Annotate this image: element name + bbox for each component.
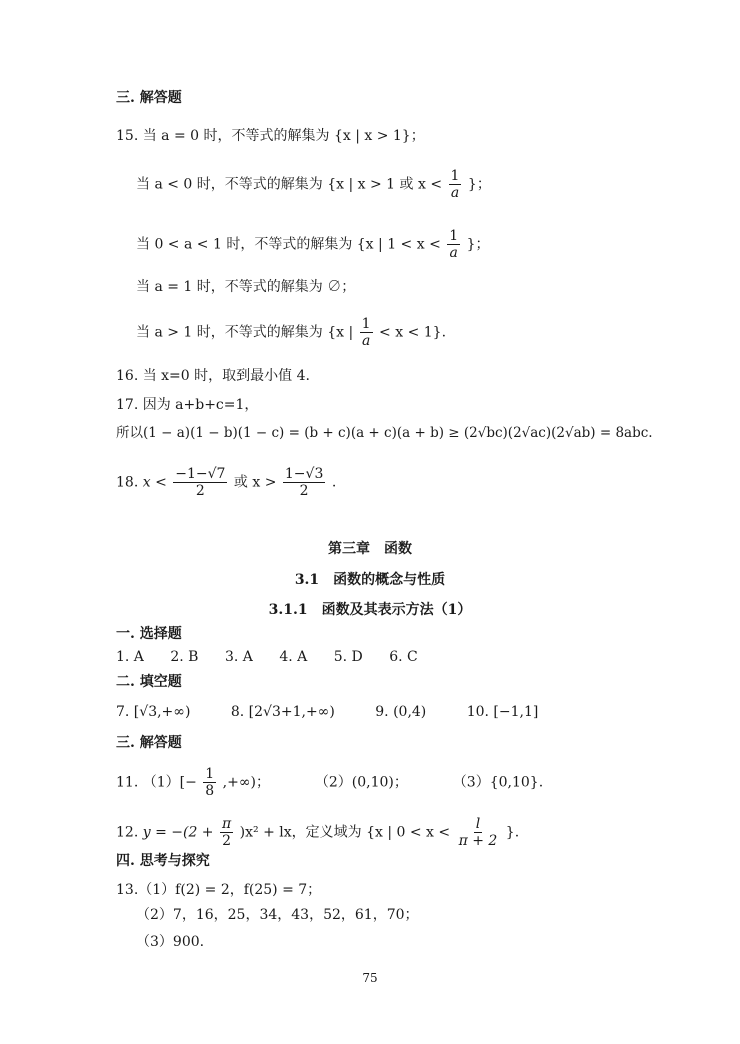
fill-answer: 7. [√3,+∞) — [116, 704, 191, 720]
problem-11 — [116, 766, 543, 799]
problem-number: 11. — [116, 774, 139, 791]
problem-18-text-mid: 或 x > — [233, 474, 277, 491]
choice-answers — [116, 647, 418, 667]
problem-15-text-2a: 当 a < 0 时，不等式的解集为 {x | x > 1 或 x < — [136, 176, 443, 193]
problem-17-line-1: 17. 因为 a+b+c=1， — [116, 397, 259, 413]
section-title: 3.1 函数的概念与性质 — [294, 572, 446, 588]
fraction-den: 2 — [299, 483, 309, 499]
fraction — [449, 168, 462, 201]
problem-18-text-a: x < — [142, 474, 167, 491]
problem-15-text-3a: 当 0 < a < 1 时，不等式的解集为 {x | 1 < x < — [136, 236, 441, 253]
fraction-num: l — [475, 816, 481, 832]
problem-11-text-c2: （2）(0,10)； — [314, 774, 408, 791]
problem-15-text-3b: }； — [466, 236, 490, 253]
fraction — [283, 466, 325, 499]
section-heading-answers-2: 三. 解答题 — [116, 735, 182, 751]
choice-answer: 1. A — [116, 649, 144, 665]
problem-15-text-1: 当 a = 0 时，不等式的解集为 {x | x > 1}； — [142, 128, 425, 144]
problem-13-line-1: 13.（1）f(2) = 2，f(25) = 7； — [116, 882, 322, 898]
problem-15-text-2b: }； — [467, 176, 491, 193]
problem-number: 18. — [116, 474, 139, 491]
fraction — [173, 466, 227, 499]
choice-answer: 5. D — [333, 649, 363, 665]
problem-16: 16. 当 x=0 时，取到最小值 4. — [116, 368, 310, 384]
fill-answer: 8. [2√3+1,+∞) — [230, 704, 335, 720]
problem-number: 12. — [116, 824, 139, 841]
choice-answer: 4. A — [279, 649, 308, 665]
problem-18 — [116, 466, 336, 499]
problem-12 — [116, 816, 519, 849]
problem-13-line-3: （3）900. — [136, 934, 205, 950]
section-heading-answers: 三. 解答题 — [116, 90, 182, 106]
choice-answer: 6. C — [389, 649, 418, 665]
problem-12-text-b: )x² + lx，定义域为 {x | 0 < x < — [239, 824, 451, 841]
fraction-den: 8 — [205, 783, 215, 799]
problem-11-text-a: （1）[− — [142, 774, 197, 791]
problem-17-line-2: 所以(1 − a)(1 − b)(1 − c) = (b + c)(a + c)(a + b) ≥ (2√bc)(2√ac)(2√ab) = 8abc. — [116, 425, 653, 441]
problem-15-line-5 — [136, 316, 446, 349]
fraction-num: 1 — [361, 316, 371, 332]
section-heading-explore: 四. 思考与探究 — [116, 853, 210, 869]
fraction — [447, 228, 460, 261]
section-heading-fill: 二. 填空题 — [116, 674, 182, 690]
fraction — [457, 816, 500, 849]
fill-answer: 10. [−1,1] — [466, 704, 539, 720]
fraction-den: a — [361, 333, 371, 349]
problem-15-line-2 — [136, 168, 491, 201]
problem-15-text-5b: < x < 1}. — [379, 324, 447, 341]
section-heading-choice: 一. 选择题 — [116, 626, 182, 642]
problem-15-line-1 — [116, 126, 425, 146]
choice-answer: 2. B — [170, 649, 199, 665]
fraction-num: π — [222, 816, 232, 832]
fraction-num: 1 — [450, 168, 460, 184]
fill-answer: 9. (0,4) — [375, 704, 427, 720]
choice-answer: 3. A — [224, 649, 253, 665]
problem-11-text-c3: （3）{0,10}. — [452, 774, 544, 791]
fraction — [360, 316, 373, 349]
problem-12-text-c: }. — [505, 824, 520, 841]
fraction-den: a — [449, 245, 458, 261]
fraction-den: π + 2 — [458, 833, 498, 849]
fraction — [220, 816, 233, 849]
fraction-num: −1−√7 — [175, 466, 226, 482]
fraction — [203, 766, 216, 799]
problem-15-text-5a: 当 a > 1 时，不等式的解集为 {x | — [136, 324, 354, 341]
fraction-num: 1 — [449, 228, 459, 244]
problem-18-text-end: . — [331, 474, 337, 491]
problem-11-text-b: ,+∞)； — [222, 774, 270, 791]
problem-number: 15. — [116, 128, 139, 144]
fraction-den: 2 — [195, 483, 205, 499]
fraction-den: a — [450, 185, 460, 201]
chapter-title: 第三章 函数 — [328, 541, 412, 557]
problem-12-text-a: y = −(2 + — [142, 824, 214, 841]
subsection-title: 3.1.1 函数及其表示方法（1） — [268, 602, 472, 618]
problem-13-line-2: （2）7，16，25，34，43，52，61，70； — [136, 907, 419, 923]
fraction-num: 1−√3 — [284, 466, 324, 482]
page-number: 75 — [362, 971, 378, 985]
problem-15-line-3 — [136, 228, 490, 261]
problem-15-line-4: 当 a = 1 时，不等式的解集为 ∅； — [136, 279, 356, 295]
fraction-den: 2 — [222, 833, 232, 849]
fraction-num: 1 — [205, 766, 215, 782]
fill-answers — [116, 702, 538, 722]
